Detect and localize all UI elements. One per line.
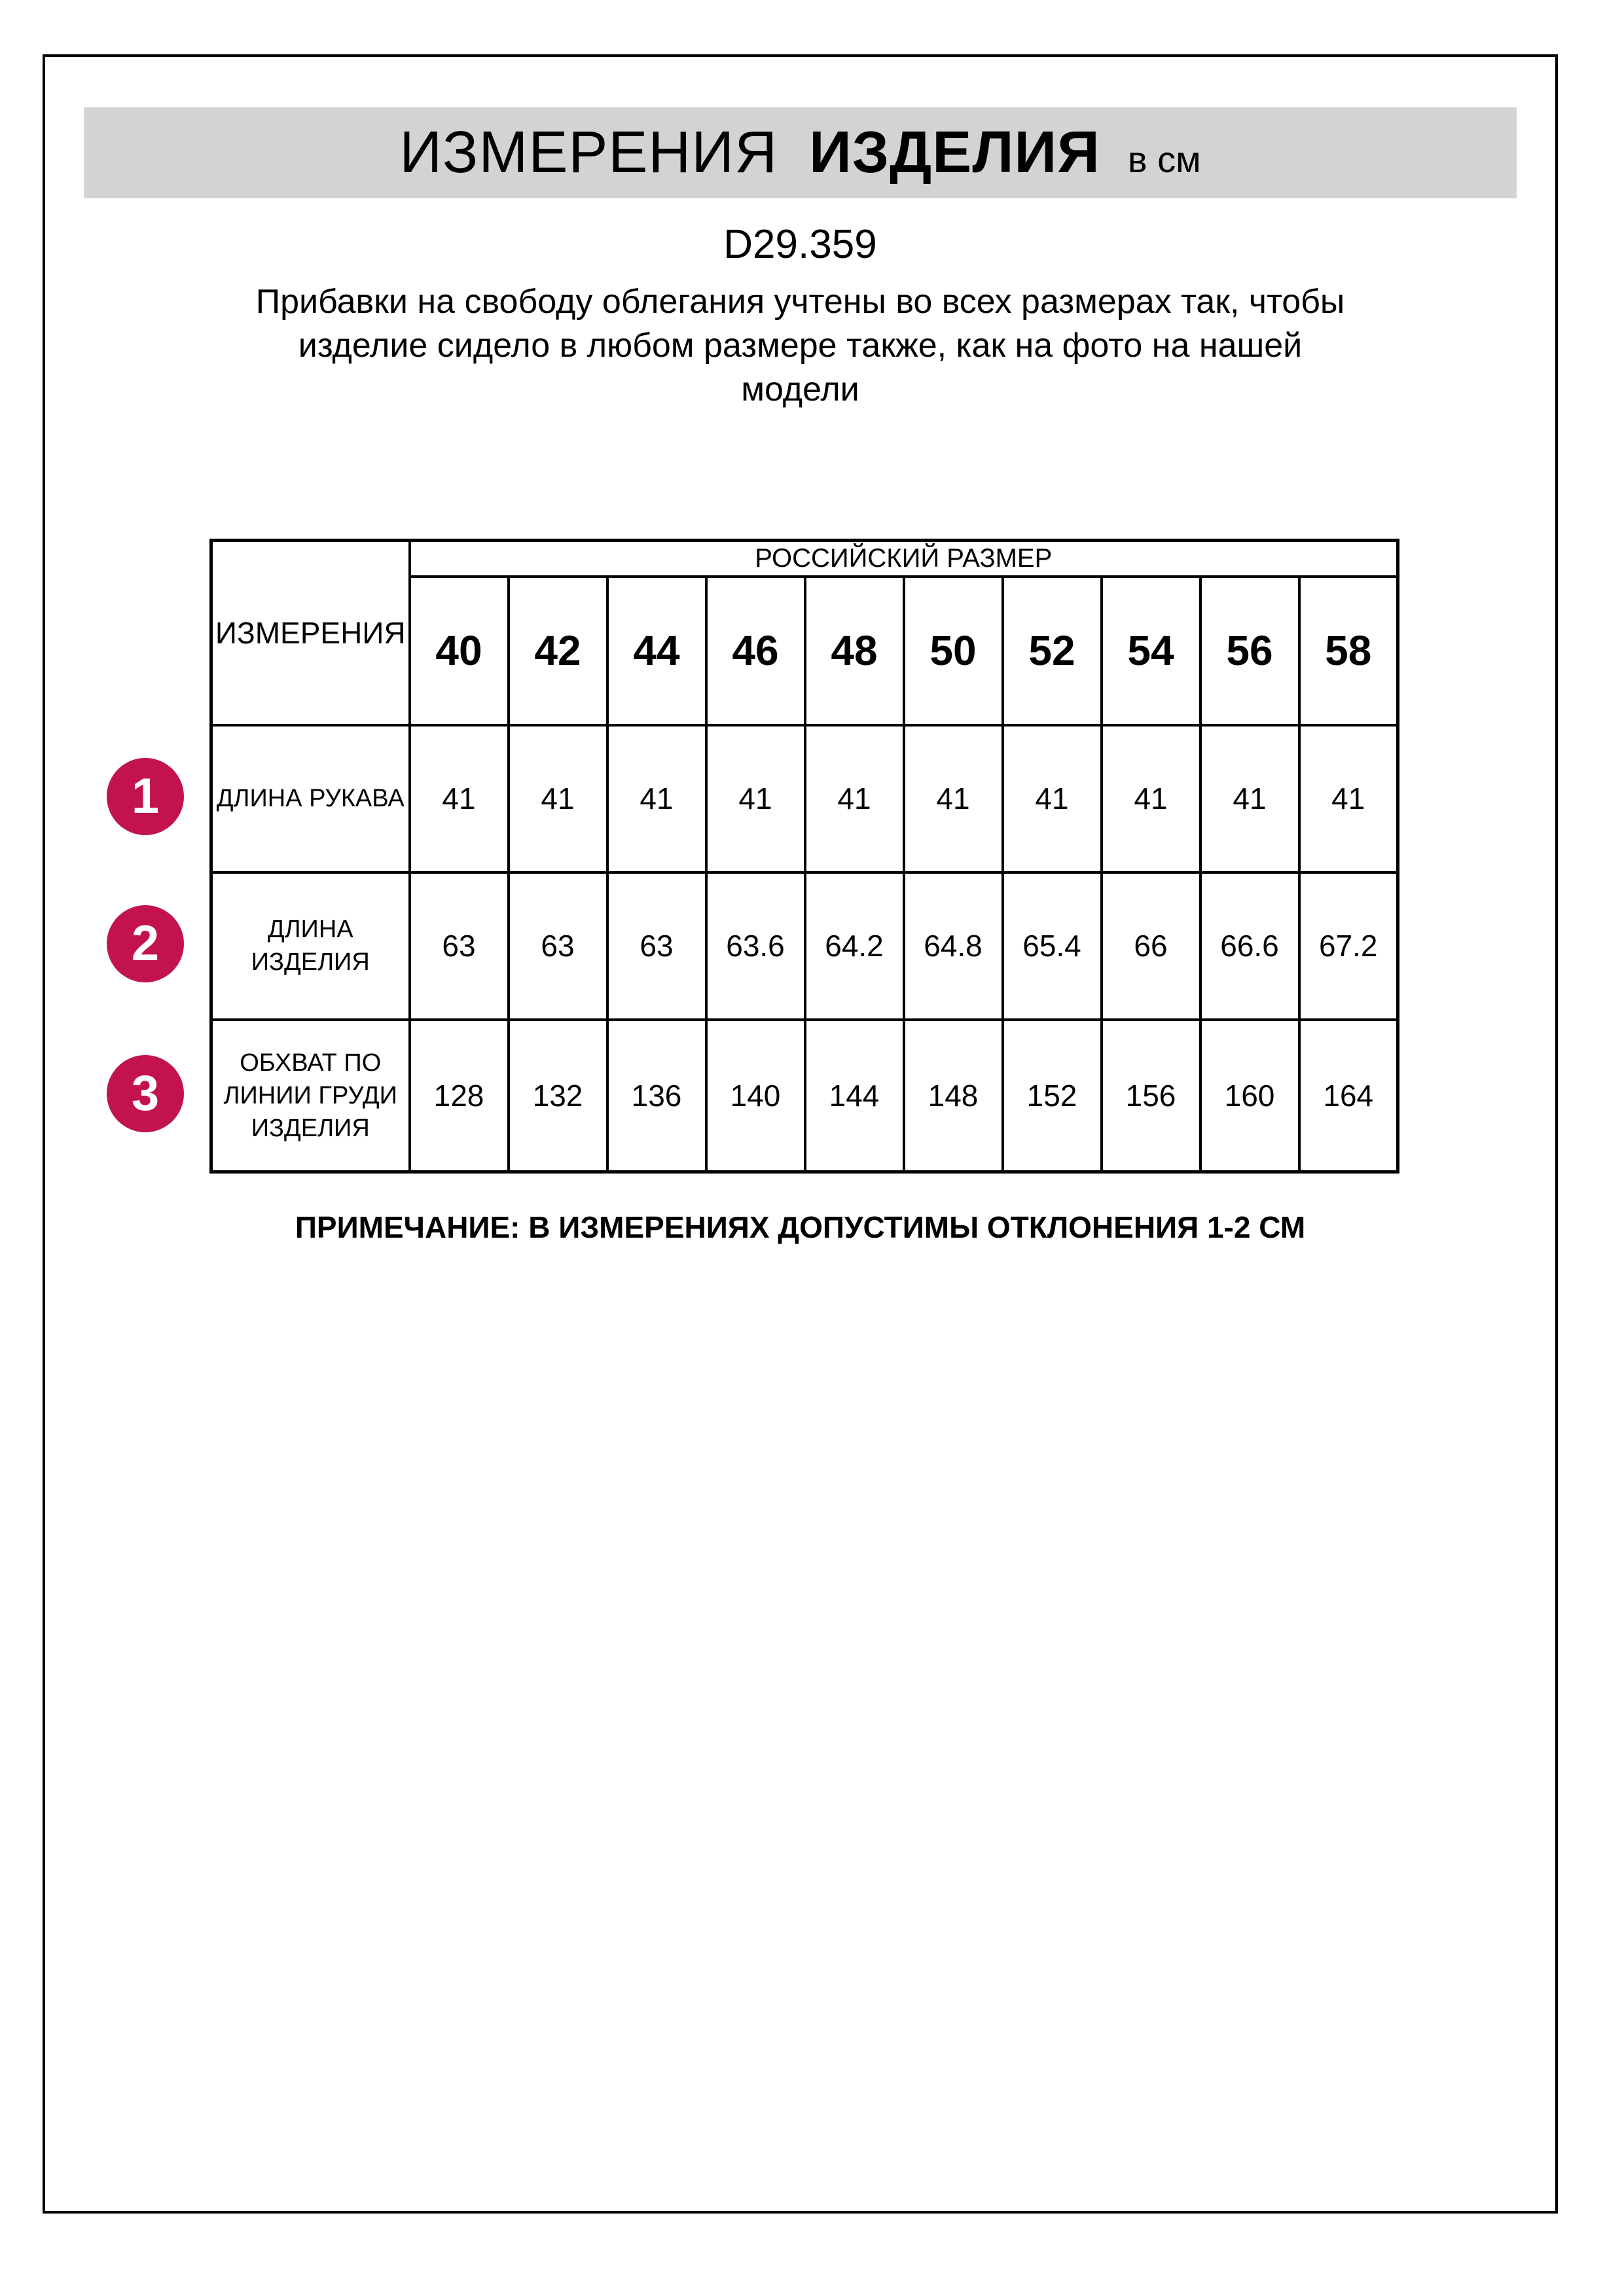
description-text (43, 280, 1558, 412)
size-header-cell: 40 (410, 577, 509, 725)
value-cell: 41 (904, 725, 1003, 872)
size-header-cell: 52 (1003, 577, 1102, 725)
description-line-2: изделие сидело в любом размере также, как на фото на нашей (298, 327, 1303, 365)
measurements-header-cell: ИЗМЕРЕНИЯ (211, 541, 410, 725)
value-cell: 41 (706, 725, 805, 872)
value-cell: 140 (706, 1020, 805, 1172)
row-label-cell: ДЛИНА РУКАВА (211, 725, 410, 872)
size-header-cell: 56 (1200, 577, 1299, 725)
value-cell: 144 (805, 1020, 904, 1172)
size-header-cell: 54 (1102, 577, 1200, 725)
table-row-chest-girth (211, 1020, 1398, 1172)
value-cell: 63.6 (706, 872, 805, 1020)
value-cell: 41 (1299, 725, 1398, 872)
row-marker-3: 3 (107, 1055, 184, 1132)
value-cell: 66.6 (1200, 872, 1299, 1020)
title-banner (84, 107, 1517, 198)
value-cell: 64.8 (904, 872, 1003, 1020)
value-cell: 164 (1299, 1020, 1398, 1172)
value-cell: 156 (1102, 1020, 1200, 1172)
value-cell: 152 (1003, 1020, 1102, 1172)
size-header-cell: 48 (805, 577, 904, 725)
size-header-cell: 50 (904, 577, 1003, 725)
description-line-3: модели (741, 370, 859, 408)
description-line-1: Прибавки на свободу облегания учтены во всех размерах так, чтобы (255, 283, 1345, 321)
russian-size-header-cell: РОССИЙСКИЙ РАЗМЕР (410, 541, 1398, 577)
value-cell: 148 (904, 1020, 1003, 1172)
row-label-cell: ОБХВАТ ПО ЛИНИИ ГРУДИ ИЗДЕЛИЯ (211, 1020, 410, 1172)
size-header-cell: 42 (509, 577, 607, 725)
value-cell: 41 (805, 725, 904, 872)
article-code: D29.359 (723, 222, 877, 267)
value-cell: 63 (410, 872, 509, 1020)
table-row-product-length (211, 872, 1398, 1020)
value-cell: 67.2 (1299, 872, 1398, 1020)
size-header-cell: 46 (706, 577, 805, 725)
row-marker-2: 2 (107, 905, 184, 982)
row-marker-1: 1 (107, 758, 184, 835)
value-cell: 41 (509, 725, 607, 872)
value-cell: 136 (607, 1020, 706, 1172)
value-cell: 41 (410, 725, 509, 872)
value-cell: 41 (607, 725, 706, 872)
page-title-measurements: ИЗМЕРЕНИЯ (399, 120, 778, 185)
note-text: ПРИМЕЧАНИЕ: В ИЗМЕРЕНИЯХ ДОПУСТИМЫ ОТКЛОНЕНИЯ 1-2 СМ (295, 1210, 1306, 1244)
value-cell: 63 (509, 872, 607, 1020)
page-title-product: ИЗДЕЛИЯ (809, 120, 1100, 185)
value-cell: 64.2 (805, 872, 904, 1020)
value-cell: 160 (1200, 1020, 1299, 1172)
value-cell: 132 (509, 1020, 607, 1172)
value-cell: 41 (1200, 725, 1299, 872)
value-cell: 65.4 (1003, 872, 1102, 1020)
size-chart-table (209, 539, 1399, 1174)
value-cell: 128 (410, 1020, 509, 1172)
page-title-unit: в см (1127, 139, 1201, 180)
table-row (211, 541, 1398, 577)
table-row-sleeve-length (211, 725, 1398, 872)
size-header-cell: 44 (607, 577, 706, 725)
value-cell: 41 (1003, 725, 1102, 872)
row-label-cell: ДЛИНА ИЗДЕЛИЯ (211, 872, 410, 1020)
value-cell: 63 (607, 872, 706, 1020)
value-cell: 41 (1102, 725, 1200, 872)
size-header-cell: 58 (1299, 577, 1398, 725)
value-cell: 66 (1102, 872, 1200, 1020)
